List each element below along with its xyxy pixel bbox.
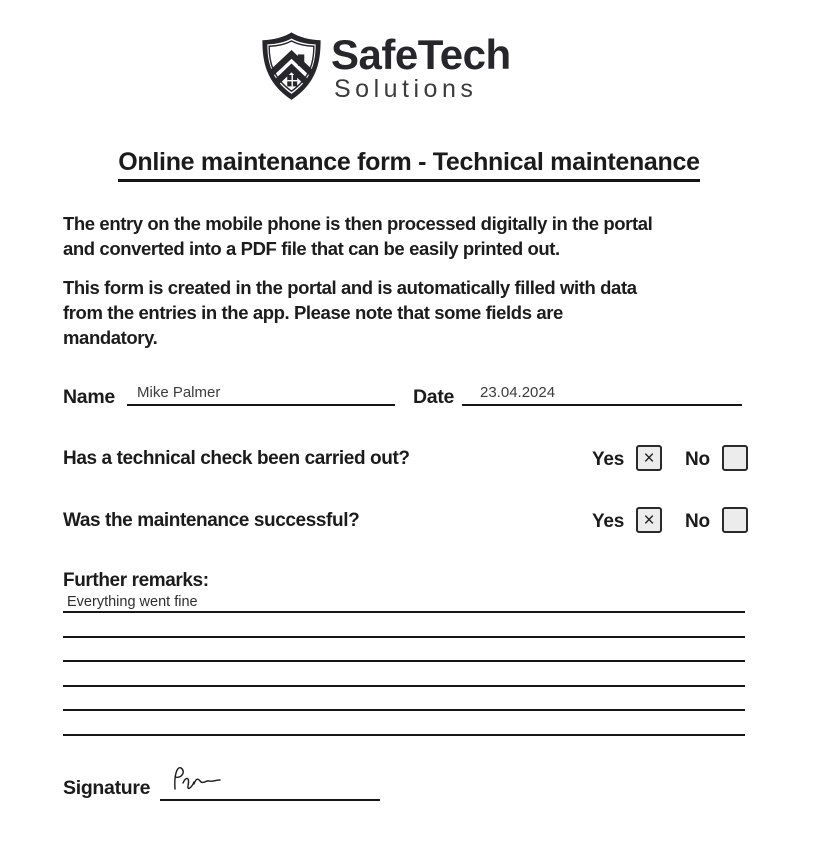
name-underline [127, 404, 395, 406]
remarks-line-6[interactable] [63, 734, 745, 736]
shield-house-icon-svg [256, 31, 327, 102]
signature-label: Signature [63, 777, 151, 799]
q2-yes-label: Yes [592, 511, 625, 532]
intro-p2-line2: from the entries in the app. Please note that some fields are [63, 302, 563, 323]
signature-scribble [168, 762, 228, 796]
form-title: Online maintenance form - Technical maintenance [118, 148, 699, 182]
remarks-line-5[interactable] [63, 709, 745, 711]
intro-p1-line2: and converted into a PDF file that can be easily printed out. [63, 238, 560, 259]
question-technical-check: Has a technical check been carried out? [63, 448, 410, 469]
remarks-line-2[interactable] [63, 636, 745, 638]
q2-no-checkbox[interactable] [722, 507, 748, 533]
remarks-line-1[interactable] [63, 611, 745, 613]
intro-paragraph-2 [63, 275, 783, 350]
q1-yes-checkmark: × [643, 447, 655, 469]
remarks-value[interactable]: Everything went fine [67, 594, 198, 610]
intro-p2-line1: This form is created in the portal and is automatically filled with data [63, 277, 637, 298]
intro-p2-line3: mandatory. [63, 327, 158, 348]
date-value[interactable]: 23.04.2024 [480, 384, 556, 401]
date-underline [462, 404, 742, 406]
q2-yes-checkbox[interactable] [636, 507, 662, 533]
remarks-line-4[interactable] [63, 685, 745, 687]
q1-no-label: No [685, 449, 710, 470]
name-label: Name [63, 386, 115, 408]
q2-no-label: No [685, 511, 710, 532]
q1-yes-label: Yes [592, 449, 625, 470]
form-title-wrap [0, 148, 818, 182]
intro-p1-line1: The entry on the mobile phone is then processed digitally in the portal [63, 213, 653, 234]
q1-no-checkbox[interactable] [722, 445, 748, 471]
remarks-line-3[interactable] [63, 660, 745, 662]
signature-line[interactable] [160, 799, 380, 801]
q2-yes-checkmark: × [643, 509, 655, 531]
q1-yes-checkbox[interactable] [636, 445, 662, 471]
name-value[interactable]: Mike Palmer [137, 384, 221, 401]
brand-name: SafeTech [331, 31, 511, 78]
date-label: Date [413, 386, 455, 408]
brand-subname: Solutions [334, 75, 478, 103]
intro-paragraph-1 [63, 211, 783, 261]
remarks-label: Further remarks: [63, 570, 209, 591]
shield-house-icon [256, 31, 327, 102]
question-maintenance-success: Was the maintenance successful? [63, 510, 360, 531]
